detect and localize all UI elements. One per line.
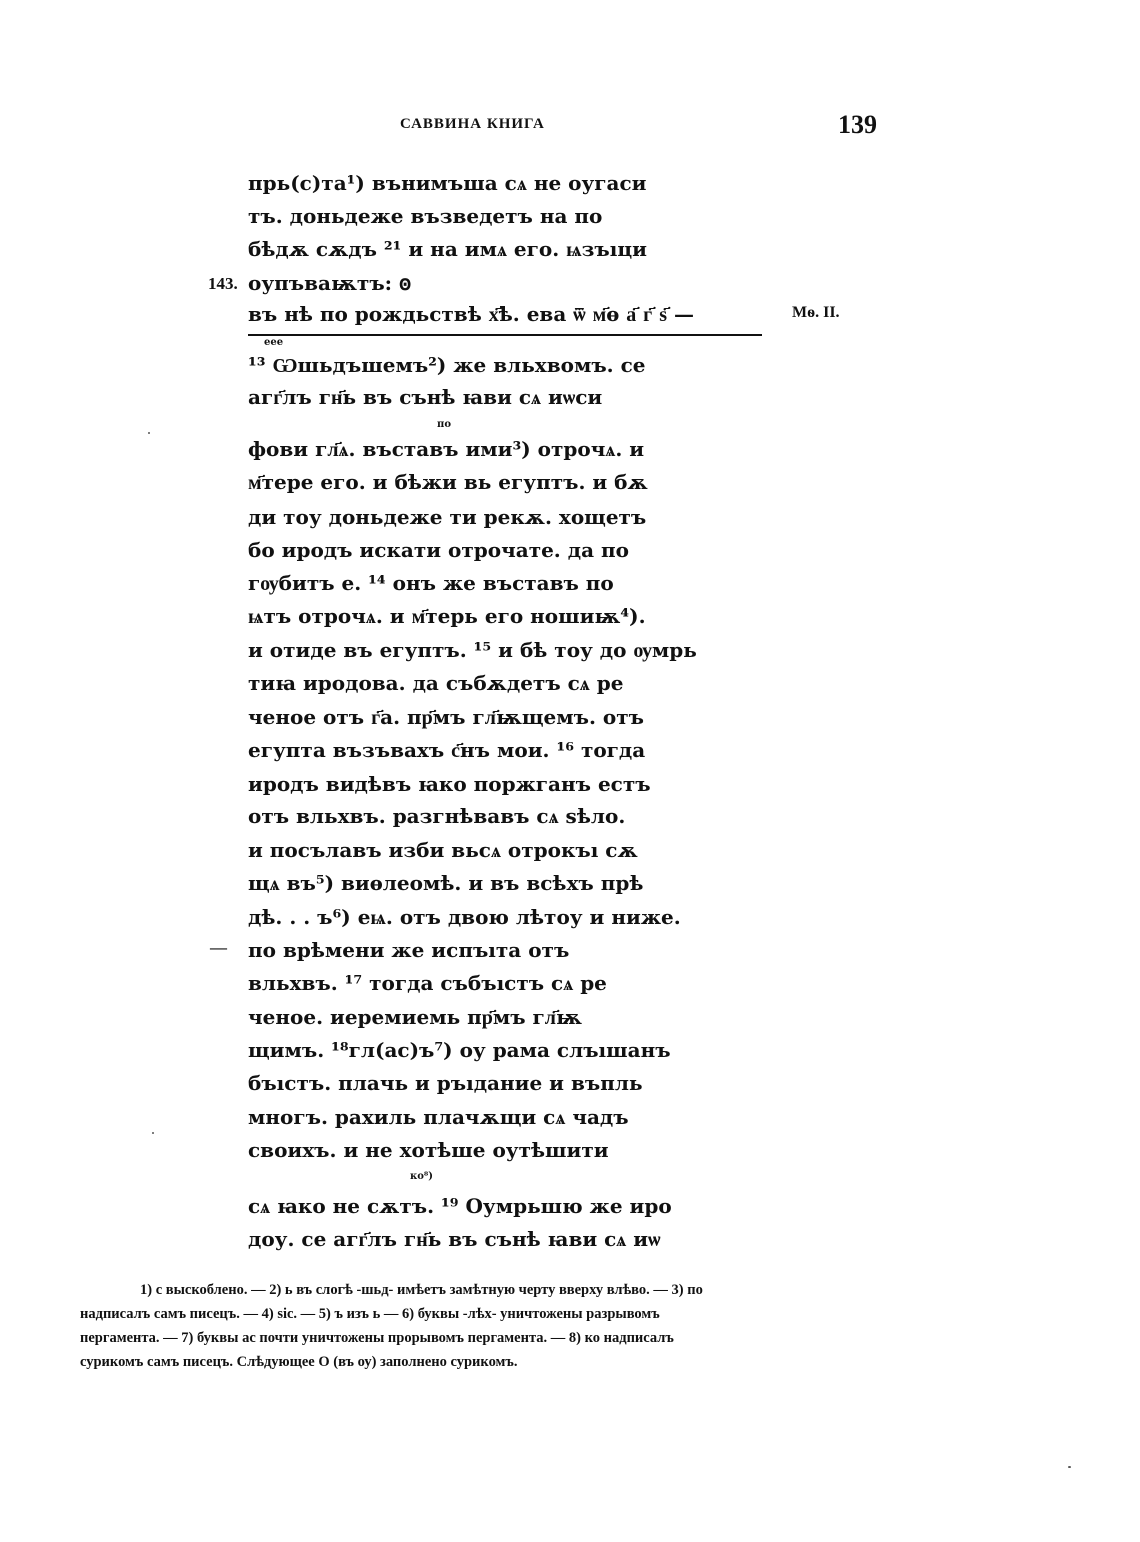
text-line: тиꙗ иродова. да събѫдетъ сѧ ре [248,671,624,695]
text-line: щимъ. ¹⁸гл(ас)ъ⁷) оу рама слъıшанъ [248,1038,671,1062]
text-line: сѧ ꙗко не сѫтъ. ¹⁹ Оумрьшю же иро [248,1194,672,1218]
text-line: отъ вльхвъ. разгнѣвавъ сѧ ѕѣло. [248,804,626,828]
text-line: иродъ видѣвъ ꙗко поржганъ естъ [248,772,651,796]
margin-dash: — [210,938,227,957]
text-line: бо иродъ искати отрочате. да по [248,538,629,562]
text-line: прь(с)та¹) вънимъша сѧ не оугаси [248,171,647,195]
text-line: егупта възъвахъ с҃нъ мои. ¹⁶ тогда [248,738,646,762]
ink-speck [1068,1466,1071,1468]
text-line: ¹³ Ѡшьдъшемъ²) же вльхвомъ. се [248,353,646,377]
text-line: дѣ. . . ъ⁶) еѩ. отъ двою лѣтоу и ниже. [248,905,681,929]
text-line: оупъваѭтъ: ꙩ [248,271,412,295]
text-line: и посълавъ изби вьсѧ отрокъı сѫ [248,838,638,862]
text-line: гѹбитъ е. ¹⁴ онъ же въставъ по [248,571,614,595]
footnotes [80,1278,890,1374]
text-line: бѣдѫ сѫдъ ²¹ и на имѧ его. ѩзъıци [248,237,647,261]
text-line: вльхвъ. ¹⁷ тогда събъıстъ сѧ ре [248,971,607,995]
text-line: агг҃лъ гн҃ь въ сънѣ ꙗви сѧ иѡси [248,385,603,409]
footnote-line: сурикомъ самъ писецъ. Слѣдующее О (въ оу) заполнено сурикомъ. [80,1354,518,1370]
text-line: м҃тере его. и бѣжи вь егуптъ. и бѫ [248,470,648,494]
text-line: ди тоу доньдеже ти рекѫ. хощетъ [248,505,647,529]
text-line: ѩтъ отрочѧ. и м҃терь его ношиѭ⁴). [248,604,646,628]
footnote-line: надписалъ самъ писецъ. — 4) sic. — 5) ъ изъ ь — 6) буквы -лѣх- уничтожены разрывомъ [80,1306,660,1322]
text-line: ченое. иеремиемь пр҃мъ гл҃ѭ [248,1005,582,1029]
superscript-note: ко⁸) [410,1171,434,1182]
text-line: тъ. доньдеже възведетъ на по [248,204,603,228]
page-number: 139 [838,110,877,139]
ink-speck [148,432,150,434]
text-line: и отиде въ егуптъ. ¹⁵ и бѣ тоу до ѹмрь [248,638,697,662]
text-line: доу. се агг҃лъ гн҃ь въ сънѣ ꙗви сѧ иѡ [248,1227,661,1251]
ink-speck [152,1132,154,1134]
superscript-note: по [437,419,451,430]
text-line: фови гл҃ѧ. въставъ ими³) отрочѧ. и [248,437,645,461]
text-line: по врѣмени же испъıта отъ [248,938,570,962]
running-title: САВВИНА КНИГА [400,116,545,132]
superscript-note: еее [264,337,284,348]
heading-rule [248,334,762,336]
footnote-line: 1) с выскоблено. — 2) ь въ слогѣ -шьд- имѣетъ замѣтную черту вверху влѣво. — 3) по [140,1282,703,1298]
text-line: многъ. рахиль плачѫщи сѧ чадъ [248,1105,629,1129]
text-line: ченое отъ г҃а. пр҃мъ гл҃ѭщемъ. отъ [248,705,644,729]
footnote-line: пергамента. — 7) буквы ас почти уничтожены прорывомъ пергамента. — 8) ко надписалъ [80,1330,674,1346]
reading-number: 143. [208,274,238,293]
reading-heading: въ нѣ по рождьствѣ х҃ѣ. ева ѿ м҃ѳ а҃ г҃ ѕ҃ — [248,302,694,326]
text-line: щѧ въ⁵) виѳлеомѣ. и въ всѣхъ прѣ [248,871,644,895]
text-line: своихъ. и не хотѣше оутѣшити [248,1138,609,1162]
text-line: бъıстъ. плачь и ръıдание и въпль [248,1071,643,1095]
gospel-reference: Мѳ. II. [792,304,840,321]
